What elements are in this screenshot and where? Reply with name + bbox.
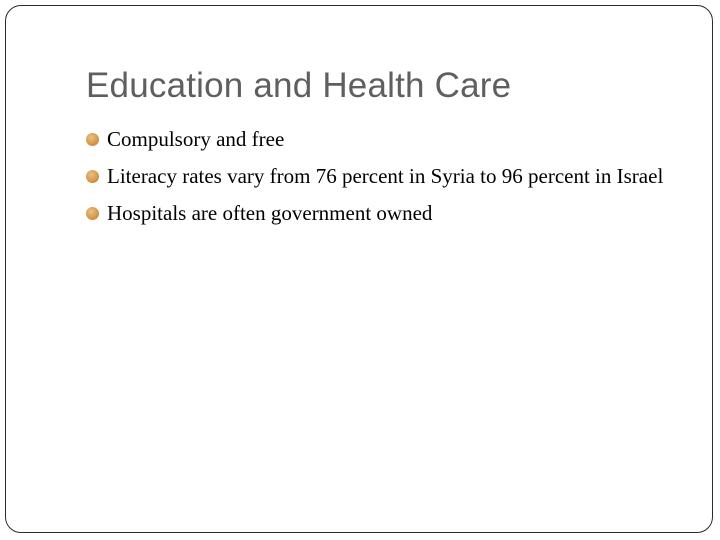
bullet-list — [86, 124, 686, 235]
bullet-dot-icon — [86, 170, 99, 183]
list-item — [86, 198, 686, 228]
bullet-text: Compulsory and free — [107, 127, 285, 151]
bullet-dot-icon — [86, 207, 99, 220]
slide-title: Education and Health Care — [86, 66, 512, 105]
slide-frame — [5, 5, 713, 533]
bullet-text: Literacy rates vary from 76 percent in Syria to 96 percent in Israel — [107, 164, 664, 188]
bullet-dot-icon — [86, 133, 99, 146]
list-item — [86, 161, 686, 191]
list-item — [86, 124, 686, 154]
bullet-text: Hospitals are often government owned — [107, 201, 433, 225]
